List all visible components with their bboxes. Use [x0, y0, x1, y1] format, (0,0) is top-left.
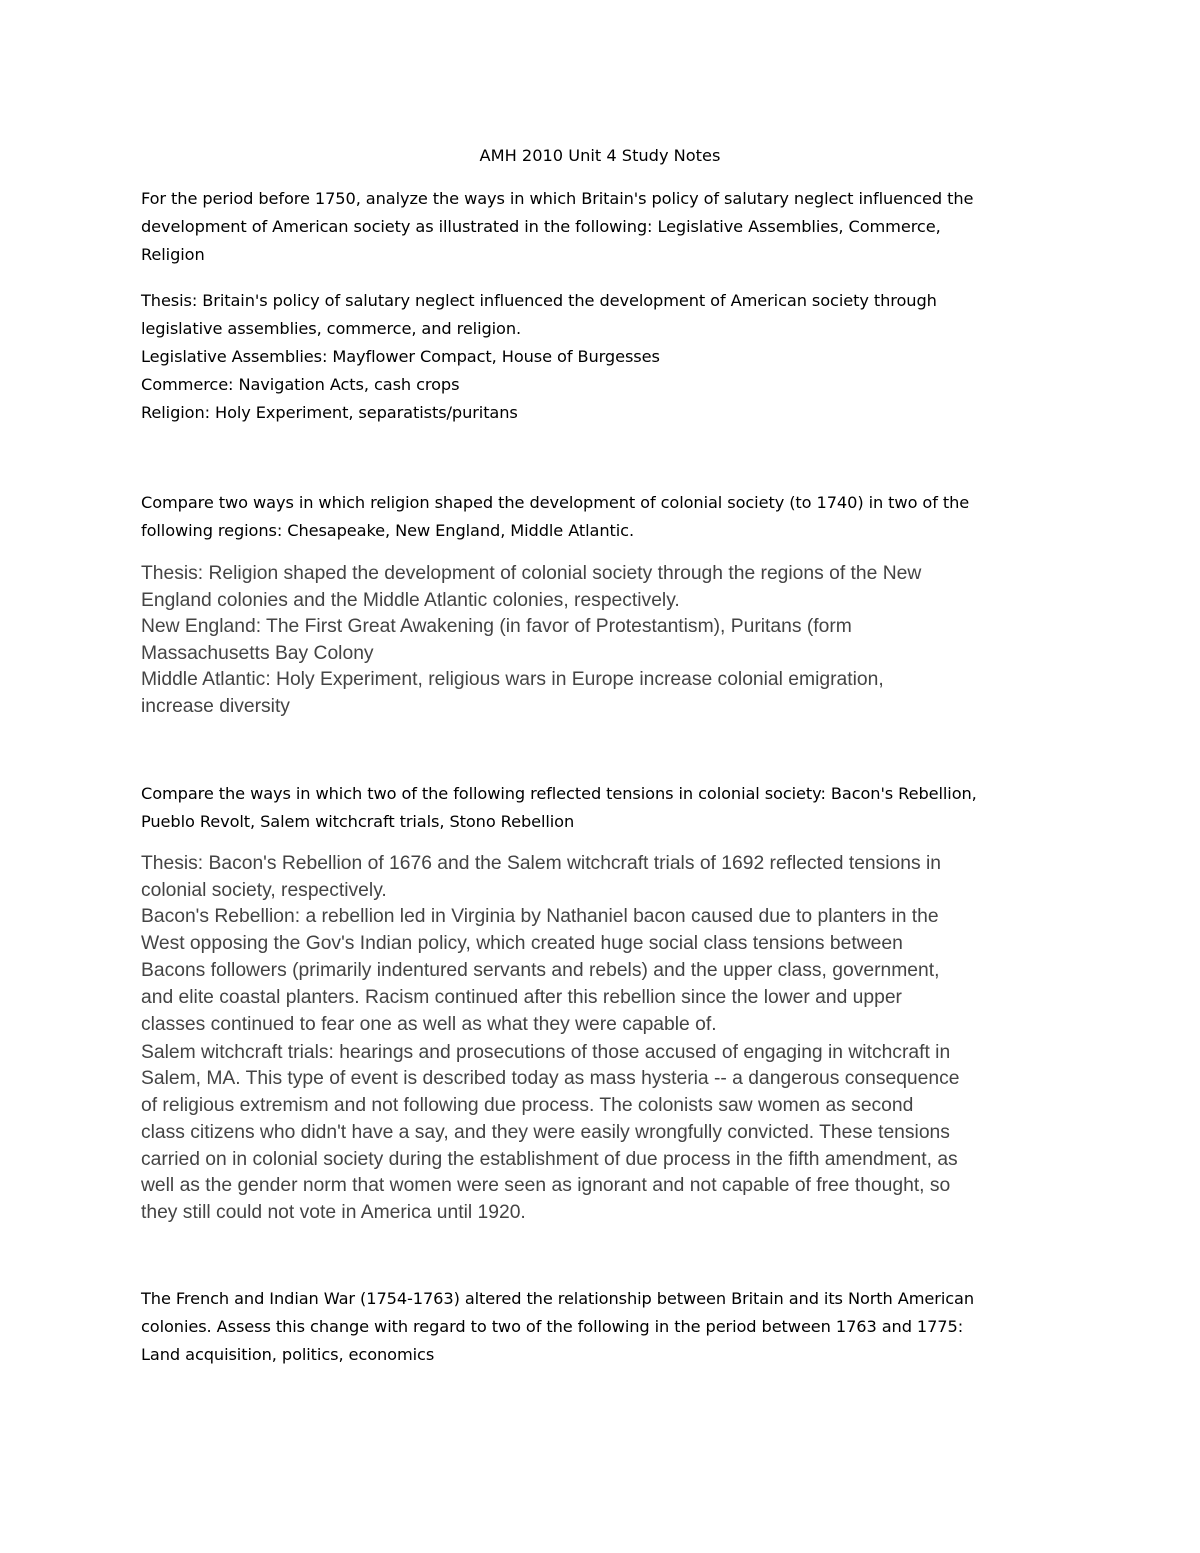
section-2-prompt-line: following regions: Chesapeake, New England, Middle Atlantic. — [141, 521, 634, 540]
section-3-answer-line: carried on in colonial society during the establishment of due process in the fifth amendment, as — [141, 1149, 958, 1170]
section-1-answer-line: Commerce: Navigation Acts, cash crops — [141, 375, 460, 394]
section-3-answer-line: class citizens who didn't have a say, and they were easily wrongfully convicted. These tensions — [141, 1122, 950, 1143]
section-2-answer-line: Massachusetts Bay Colony — [141, 643, 374, 664]
section-2-answer-line: New England: The First Great Awakening (in favor of Protestantism), Puritans (form — [141, 616, 852, 637]
section-2-answer-line: Thesis: Religion shaped the development of colonial society through the regions of the New — [141, 563, 922, 584]
section-3-answer-line: classes continued to fear one as well as what they were capable of. — [141, 1014, 717, 1035]
section-3-answer-line: well as the gender norm that women were seen as ignorant and not capable of free thought, so — [141, 1175, 951, 1196]
section-1-prompt-line: For the period before 1750, analyze the ways in which Britain's policy of salutary neglect influenced the — [141, 189, 974, 208]
section-3-answer-line: colonial society, respectively. — [141, 880, 387, 901]
section-3-answer-line: and elite coastal planters. Racism continued after this rebellion since the lower and upper — [141, 987, 902, 1008]
section-3-answer-line: of religious extremism and not following due process. The colonists saw women as second — [141, 1095, 914, 1116]
section-2-answer-line: Middle Atlantic: Holy Experiment, religious wars in Europe increase colonial emigration, — [141, 669, 884, 690]
section-3-answer-line: Salem witchcraft trials: hearings and prosecutions of those accused of engaging in witchcraft in — [141, 1042, 951, 1063]
section-3-answer-line: West opposing the Gov's Indian policy, which created huge social class tensions between — [141, 933, 903, 954]
section-2-prompt-line: Compare two ways in which religion shaped the development of colonial society (to 1740) in two of the — [141, 493, 970, 512]
section-3-answer-line: they still could not vote in America until 1920. — [141, 1202, 526, 1223]
section-3-answer-line: Bacons followers (primarily indentured servants and rebels) and the upper class, government, — [141, 960, 940, 981]
section-3-prompt-line: Compare the ways in which two of the following reflected tensions in colonial society: Bacon's Rebellion, — [141, 784, 977, 803]
section-1-answer-line: legislative assemblies, commerce, and religion. — [141, 319, 522, 338]
section-4-prompt-line: Land acquisition, politics, economics — [141, 1345, 435, 1364]
section-1-answer-line: Thesis: Britain's policy of salutary neglect influenced the development of American society through — [141, 291, 937, 310]
section-1-answer-line: Legislative Assemblies: Mayflower Compact, House of Burgesses — [141, 347, 660, 366]
section-1-prompt-line: Religion — [141, 245, 205, 264]
section-3-answer-line: Thesis: Bacon's Rebellion of 1676 and the Salem witchcraft trials of 1692 reflected tensions in — [141, 853, 942, 874]
document-title: AMH 2010 Unit 4 Study Notes — [479, 146, 721, 165]
section-4-prompt-line: The French and Indian War (1754-1763) altered the relationship between Britain and its North American — [141, 1289, 974, 1308]
section-1-prompt-line: development of American society as illustrated in the following: Legislative Assemblies, Commerce, — [141, 217, 941, 236]
section-2-answer-line: increase diversity — [141, 696, 290, 717]
section-1-answer-line: Religion: Holy Experiment, separatists/puritans — [141, 403, 518, 422]
section-4-prompt-line: colonies. Assess this change with regard to two of the following in the period between 1763 and 1775: — [141, 1317, 964, 1336]
section-3-answer-line: Bacon's Rebellion: a rebellion led in Virginia by Nathaniel bacon caused due to planters in the — [141, 906, 939, 927]
section-2-answer-line: England colonies and the Middle Atlantic colonies, respectively. — [141, 590, 680, 611]
section-3-answer-line: Salem, MA. This type of event is described today as mass hysteria -- a dangerous consequence — [141, 1068, 960, 1089]
section-3-prompt-line: Pueblo Revolt, Salem witchcraft trials, Stono Rebellion — [141, 812, 575, 831]
